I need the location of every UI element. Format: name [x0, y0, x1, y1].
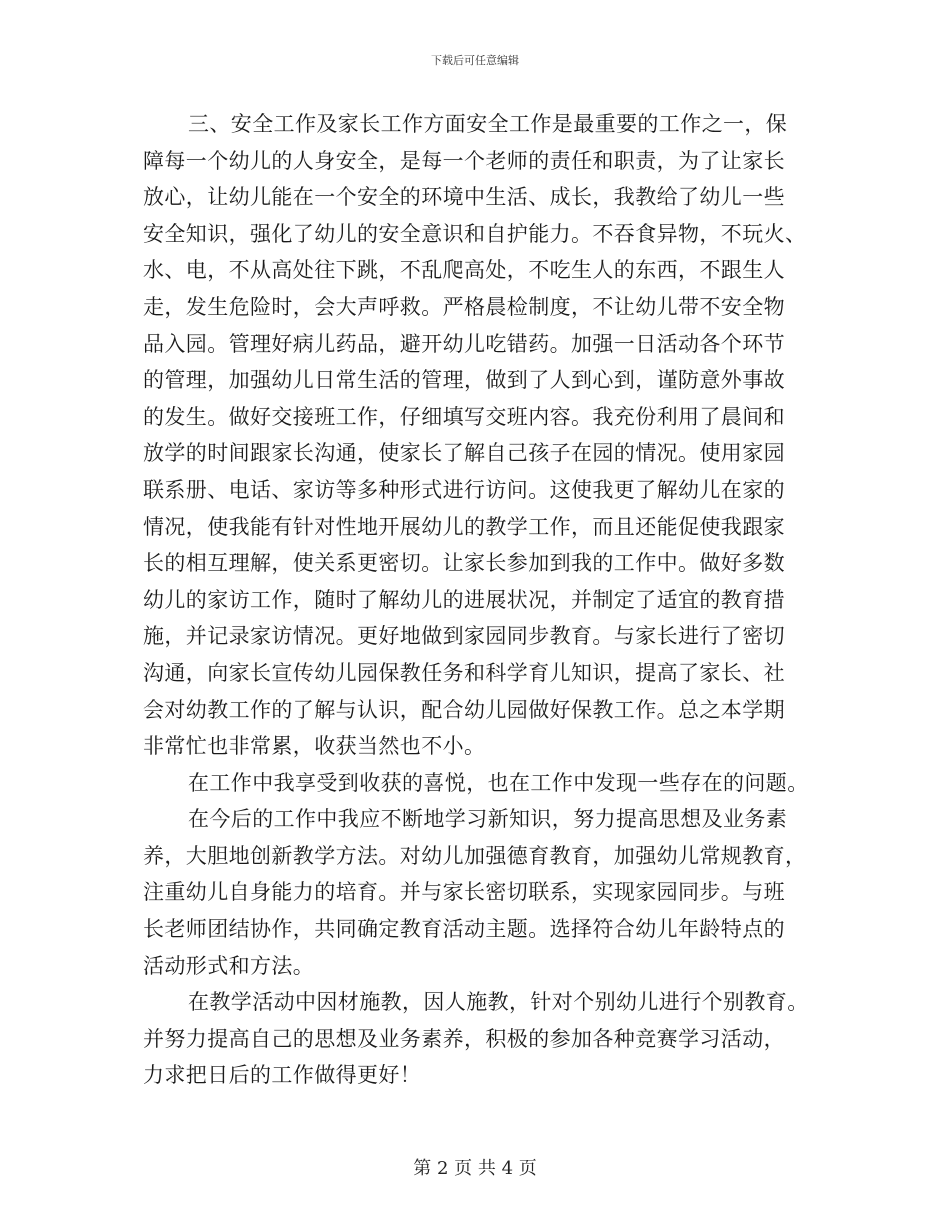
text-line: 情况，使我能有针对性地开展幼儿的教学工作，而且还能促使我跟家 — [143, 514, 785, 539]
text-line: 力求把日后的工作做得更好！ — [143, 1063, 422, 1088]
text-line: 放心，让幼儿能在一个安全的环境中生活、成长，我教给了幼儿一些 — [143, 185, 785, 210]
text-line: 非常忙也非常累，收获当然也不小。 — [143, 734, 486, 759]
text-line: 障每一个幼儿的人身安全，是每一个老师的责任和职责，为了让家长 — [143, 148, 785, 173]
text-line: 品入园。管理好病儿药品，避开幼儿吃错药。加强一日活动各个环节 — [143, 331, 785, 356]
text-line: 活动形式和方法。 — [143, 953, 315, 978]
text-line: 在教学活动中因材施教，因人施教，针对个别幼儿进行个别教育。 — [188, 990, 809, 1015]
text-line: 养，大胆地创新教学方法。对幼儿加强德育教育，加强幼儿常规教育， — [143, 843, 807, 868]
text-line: 并努力提高自己的思想及业务素养，积极的参加各种竞赛学习活动， — [143, 1026, 785, 1051]
text-line: 在工作中我享受到收获的喜悦，也在工作中发现一些存在的问题。 — [188, 770, 809, 795]
text-line: 会对幼教工作的了解与认识，配合幼儿园做好保教工作。总之本学期 — [143, 697, 785, 722]
text-line: 幼儿的家访工作，随时了解幼儿的进展状况，并制定了适宜的教育措 — [143, 587, 785, 612]
text-line: 长老师团结协作，共同确定教育活动主题。选择符合幼儿年龄特点的 — [143, 917, 785, 942]
page-footer: 第 2 页 共 4 页 — [413, 1158, 537, 1179]
text-line: 的管理，加强幼儿日常生活的管理，做到了人到心到，谨防意外事故 — [143, 368, 785, 393]
text-line: 在今后的工作中我应不断地学习新知识，努力提高思想及业务素 — [188, 807, 788, 832]
text-line: 水、电，不从高处往下跳，不乱爬高处，不吃生人的东西，不跟生人 — [143, 258, 785, 283]
text-line: 安全知识，强化了幼儿的安全意识和自护能力。不吞食异物，不玩火、 — [143, 221, 807, 246]
text-line: 沟通，向家长宣传幼儿园保教任务和科学育儿知识，提高了家长、社 — [143, 660, 785, 685]
text-line: 的发生。做好交接班工作，仔细填写交班内容。我充份利用了晨间和 — [143, 404, 785, 429]
text-line: 施，并记录家访情况。更好地做到家园同步教育。与家长进行了密切 — [143, 624, 785, 649]
body-text — [143, 106, 823, 1094]
text-line: 注重幼儿自身能力的培育。并与家长密切联系，实现家园同步。与班 — [143, 880, 785, 905]
text-line: 放学的时间跟家长沟通，使家长了解自己孩子在园的情况。使用家园 — [143, 441, 785, 466]
text-line: 长的相互理解，使关系更密切。让家长参加到我的工作中。做好多数 — [143, 551, 785, 576]
text-line: 走，发生危险时，会大声呼救。严格晨检制度，不让幼儿带不安全物 — [143, 294, 785, 319]
page-header: 下载后可任意编辑 — [431, 54, 519, 67]
text-line: 联系册、电话、家访等多种形式进行访问。这使我更了解幼儿在家的 — [143, 477, 785, 502]
text-line: 三、安全工作及家长工作方面安全工作是最重要的工作之一，保 — [188, 112, 788, 136]
